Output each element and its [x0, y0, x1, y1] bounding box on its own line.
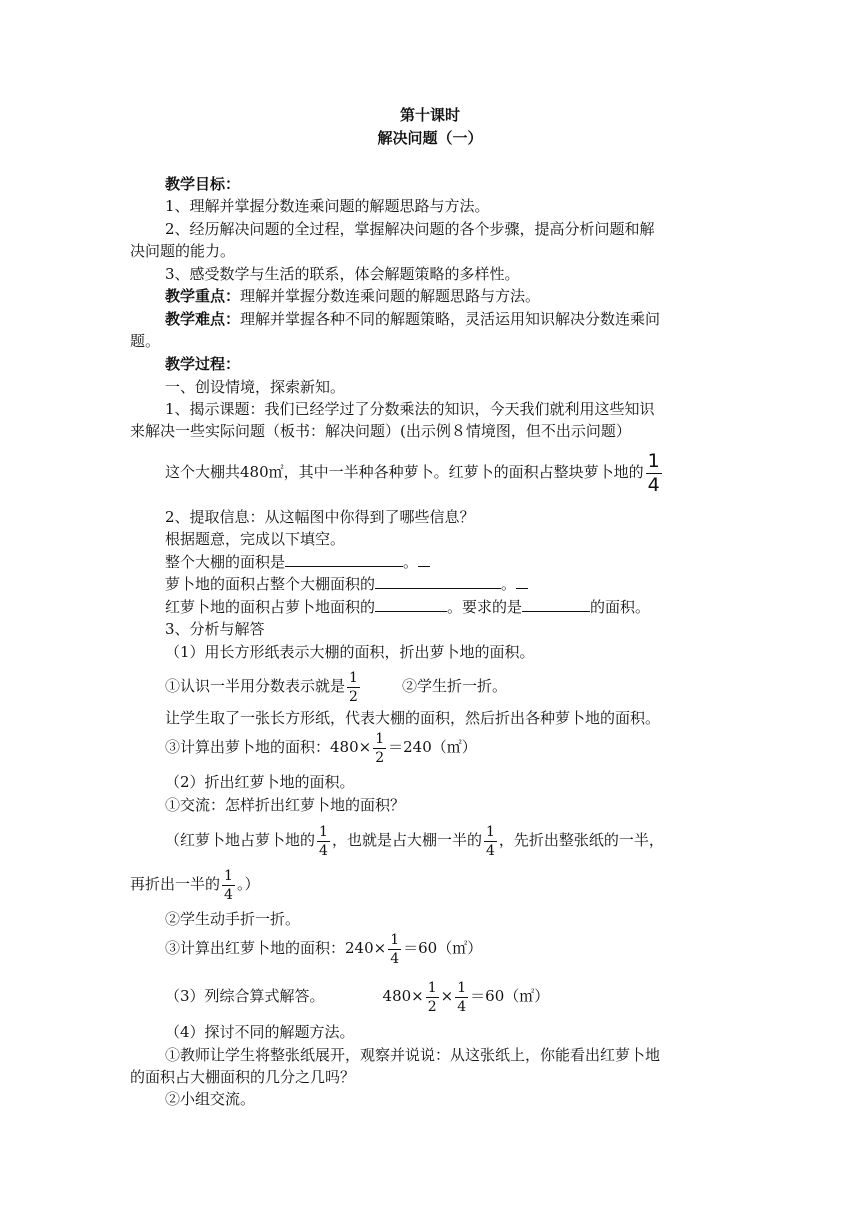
fill-question-1 [165, 551, 430, 573]
fill-blank-1[interactable] [285, 552, 403, 567]
fraction-numerator: 1 [319, 823, 328, 840]
objective-item-2-line-1: 2、经历解决问题的全过程，掌握解决问题的各个步骤，提高分析问题和解 [165, 220, 655, 238]
fill-3-text: 红萝卜地的面积占萝卜地面积的 [165, 598, 376, 616]
fill-question-2 [165, 573, 528, 595]
key-point-label: 教学重点： [165, 287, 241, 305]
step-2: 2、提取信息：从这幅图中你得到了哪些信息？ [165, 508, 475, 526]
fraction-one-quarter [388, 933, 401, 966]
fraction-denominator: 4 [457, 998, 467, 1015]
calc-1-post: ＝240（㎡） [388, 738, 477, 756]
explain2-a: 再折出一半的 [130, 875, 221, 893]
fraction-one-quarter [484, 825, 497, 858]
fill-1-text: 整个大棚的面积是 [165, 553, 286, 571]
fraction-numerator: 1 [485, 823, 495, 840]
fill-blank-2[interactable] [375, 574, 501, 589]
discuss: ①交流：怎样折出红萝卜地的面积？ [165, 796, 406, 814]
half-line [165, 664, 507, 708]
teacher-line-1: ①教师让学生将整张纸展开，观察并说说：从这张纸上，你能看出红萝卜地 [165, 1046, 661, 1064]
combined-c: ＝60（㎡） [470, 987, 550, 1005]
step-1-line-1: 1、揭示课题：我们已经学过了分数乘法的知识，今天我们就利用这些知识 [165, 400, 655, 418]
difficulty-line-1 [165, 308, 660, 330]
teacher-line-2: 的面积占大棚面积的几分之几吗？ [130, 1068, 356, 1086]
calc-2-pre: ③计算出红萝卜地的面积：240× [165, 939, 387, 957]
fraction-one-half [373, 732, 386, 765]
part-1-heading: （1）用长方形纸表示大棚的面积，折出萝卜地的面积。 [165, 643, 535, 661]
objective-item-3: 3、感受数学与生活的联系，体会解题策略的多样性。 [165, 265, 520, 283]
fraction-numerator: 1 [427, 979, 437, 996]
fraction-denominator: 4 [485, 842, 495, 859]
lesson-subtitle: 解决问题（一） [377, 129, 483, 147]
hands-on: ②学生动手折一折。 [165, 910, 301, 928]
fraction-one-half [347, 671, 360, 704]
difficulty-line-2: 题。 [130, 332, 161, 350]
fraction-denominator: 2 [427, 998, 437, 1015]
key-point-text: 理解并掌握分数连乘问题的解题思路与方法。 [240, 287, 541, 305]
fraction-denominator: 4 [224, 886, 233, 903]
calc-2-post: ＝60（㎡） [403, 939, 483, 957]
fraction-numerator: 1 [375, 730, 385, 747]
fraction-one-quarter [317, 825, 330, 858]
fill-1-end: 。 [403, 553, 419, 571]
fill-blank-1-tail [418, 552, 430, 567]
fraction-one-half [426, 981, 439, 1014]
fraction-denominator: 2 [375, 749, 385, 766]
fraction-one-quarter [646, 449, 662, 496]
part-4-heading: （4）探讨不同的解题方法。 [165, 1023, 355, 1041]
explain-line-2 [130, 862, 259, 906]
combined-a: 480× [382, 987, 424, 1005]
explain-c: ，先折出整张纸的一半， [498, 831, 664, 849]
fold-text: ②学生折一折。 [401, 677, 507, 695]
scenario-line [165, 449, 664, 495]
difficulty-text: 理解并掌握各种不同的解题策略，灵活运用知识解决分数连乘问 [240, 310, 661, 328]
calc-1-pre: ③计算出萝卜地的面积：480× [165, 738, 372, 756]
fraction-numerator: 1 [224, 867, 233, 884]
explain-b: ，也就是占大棚一半的 [331, 831, 482, 849]
fraction-numerator: 1 [457, 979, 467, 996]
scenario-text: 这个大棚共480㎡，其中一半种各种萝卜。红萝卜的面积占整块萝卜地的 [165, 463, 644, 481]
fill-3-mid: 。要求的是 [447, 598, 523, 616]
fraction-one-quarter [222, 869, 235, 902]
fill-blank-3[interactable] [375, 597, 447, 612]
fraction-denominator: 4 [390, 950, 400, 967]
objective-item-2-line-2: 决问题的能力。 [130, 242, 236, 260]
half-text: ①认识一半用分数表示就是 [165, 677, 346, 695]
student-fold: 让学生取了一张长方形纸，代表大棚的面积，然后折出各种萝卜地的面积。 [165, 709, 661, 727]
group-discussion: ②小组交流。 [165, 1090, 256, 1108]
calc-1-line [165, 725, 477, 769]
difficulty-label: 教学难点： [165, 310, 241, 328]
step-1-line-2: 来解决一些实际问题（板书：解决问题）(出示例８情境图，但不出示问题） [130, 422, 631, 440]
fraction-denominator: 4 [319, 842, 328, 859]
fraction-one-quarter [455, 981, 468, 1014]
fill-intro: 根据题意，完成以下填空。 [165, 530, 346, 548]
fraction-denominator: 2 [349, 688, 358, 705]
part-3-heading: （3）列综合算式解答。 [165, 987, 325, 1005]
key-point-line [165, 285, 540, 307]
fraction-denominator: 4 [647, 473, 660, 496]
fill-blank-2-tail [516, 574, 528, 589]
fill-2-end: 。 [501, 575, 517, 593]
objective-item-1: 1、理解并掌握分数连乘问题的解题思路与方法。 [165, 197, 490, 215]
fill-2-text: 萝卜地的面积占整个大棚面积的 [165, 575, 376, 593]
part-2-heading: （2）折出红萝卜地的面积。 [165, 773, 355, 791]
objectives-heading: 教学目标： [165, 175, 241, 193]
fraction-numerator: 1 [647, 449, 660, 472]
section-1-heading: 一、创设情境，探索新知。 [165, 378, 346, 396]
lesson-title: 第十课时 [399, 106, 460, 124]
explain-a: （红萝卜地占萝卜地的 [165, 831, 316, 849]
fill-question-3 [165, 596, 650, 618]
fill-3-end: 的面积。 [590, 598, 651, 616]
calc-2-line [165, 926, 482, 970]
part-3-line [165, 974, 549, 1018]
explain-line-1 [165, 818, 664, 862]
process-heading: 教学过程： [165, 355, 241, 373]
explain2-b: 。） [236, 875, 260, 893]
fraction-numerator: 1 [390, 931, 400, 948]
combined-b: × [440, 987, 454, 1005]
fraction-numerator: 1 [349, 669, 358, 686]
step-3: 3、分析与解答 [165, 620, 265, 638]
fill-blank-4[interactable] [522, 597, 590, 612]
